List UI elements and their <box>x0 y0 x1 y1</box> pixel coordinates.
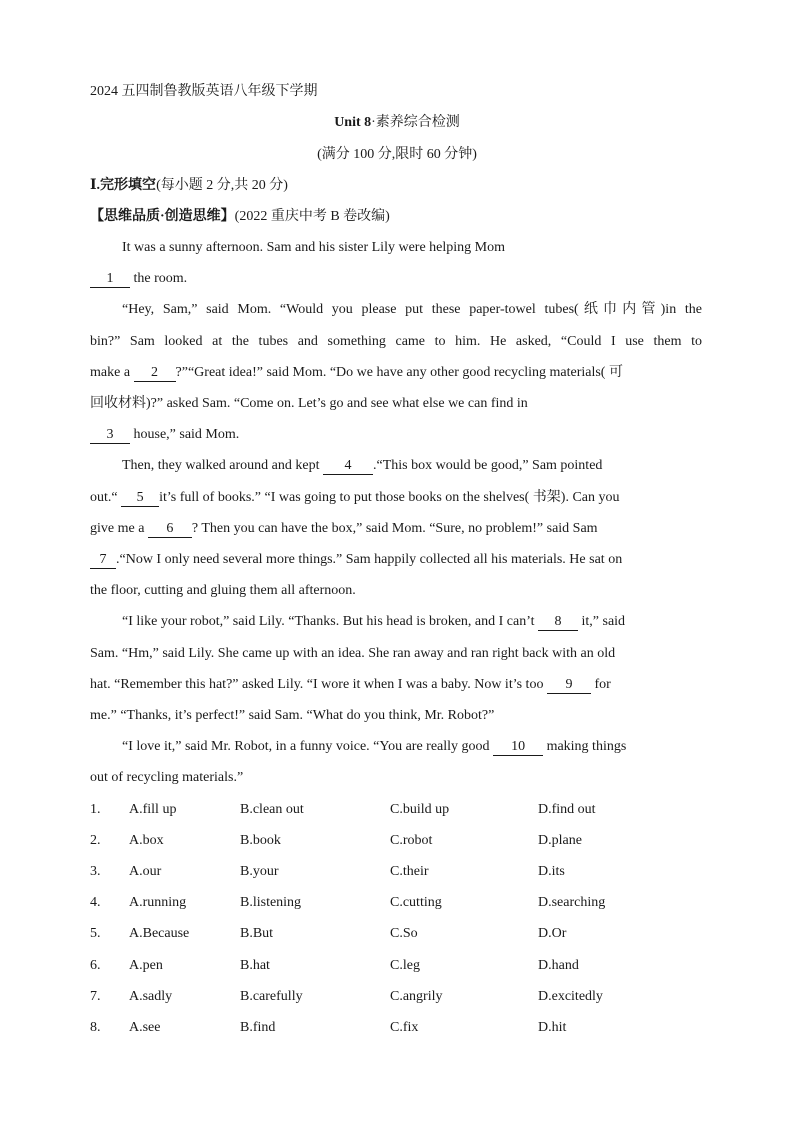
option-d: D.its <box>538 864 565 879</box>
passage-text: “I like your robot,” said Lily. “Thanks. But his head is broken, and I can’t <box>122 614 539 629</box>
question-number: 3. <box>90 864 101 879</box>
passage-line <box>90 363 702 383</box>
passage-line: out of recycling materials.” <box>90 770 244 785</box>
passage-line <box>90 425 702 445</box>
option-c: C.build up <box>390 802 450 817</box>
blank-7: 7 <box>90 551 116 569</box>
question-number: 7. <box>90 989 101 1004</box>
passage-text: make a <box>90 365 134 380</box>
option-a: A.box <box>129 833 164 848</box>
option-c: C.their <box>390 864 429 879</box>
passage-text: ?”“Great idea!” said Mom. “Do we have any other good recycling materials( 可 <box>175 365 623 380</box>
blank-3: 3 <box>90 426 130 444</box>
option-c: C.cutting <box>390 895 442 910</box>
blank-6: 6 <box>148 520 192 538</box>
option-d: D.excitedly <box>538 989 603 1004</box>
section-heading <box>90 176 288 196</box>
option-a: A.Because <box>129 926 190 941</box>
question-number: 8. <box>90 1020 101 1035</box>
passage-text: ? Then you can have the box,” said Mom. “Sure, no problem!” said Sam <box>191 521 598 536</box>
passage-text: hat. “Remember this hat?” asked Lily. “I wore it when I was a baby. Now it’s too <box>90 677 547 692</box>
blank-4: 4 <box>323 457 373 475</box>
blank-1: 1 <box>90 270 130 288</box>
source-detail: (2022 重庆中考 B 卷改编) <box>234 209 390 224</box>
exam-subtitle: (满分 100 分,限时 60 分钟) <box>317 147 477 162</box>
blank-2: 2 <box>134 364 176 382</box>
passage-line <box>90 675 702 695</box>
passage-text: out.“ <box>90 490 122 505</box>
option-row <box>90 800 710 820</box>
passage-text: the room. <box>130 271 188 286</box>
passage-line: me.” “Thanks, it’s perfect!” said Sam. “What do you think, Mr. Robot?” <box>90 708 495 723</box>
option-d: D.find out <box>538 802 596 817</box>
passage-line <box>90 612 702 632</box>
passage-line: bin?” Sam looked at the tubes and something came to him. He asked, “Could I use them to <box>90 334 702 349</box>
passage-text: it’s full of books.” “I was going to put those books on the shelves( 书架). Can you <box>159 490 620 505</box>
option-row <box>90 1018 710 1038</box>
passage-source <box>90 207 390 227</box>
passage-text: “I love it,” said Mr. Robot, in a funny voice. “You are really good <box>122 739 494 754</box>
unit-title <box>0 113 794 133</box>
passage-line <box>90 737 702 757</box>
option-d: D.searching <box>538 895 606 910</box>
option-d: D.plane <box>538 833 582 848</box>
passage-text: Then, they walked around and kept <box>122 458 323 473</box>
blank-5: 5 <box>121 489 159 507</box>
passage-line: It was a sunny afternoon. Sam and his sister Lily were helping Mom <box>122 240 505 255</box>
question-number: 4. <box>90 895 101 910</box>
passage-text: house,” said Mom. <box>130 427 240 442</box>
option-row <box>90 924 710 944</box>
option-a: A.see <box>129 1020 161 1035</box>
passage-line: 回收材料)?” asked Sam. “Come on. Let’s go and see what else we can find in <box>90 396 528 411</box>
passage-line <box>90 269 702 289</box>
option-b: B.book <box>240 833 281 848</box>
option-b: B.clean out <box>240 802 304 817</box>
option-row <box>90 831 710 851</box>
option-a: A.pen <box>129 958 163 973</box>
blank-9: 9 <box>547 676 591 694</box>
passage-line <box>90 456 702 476</box>
passage-line: “Hey, Sam,” said Mom. “Would you please put these paper-towel tubes(纸巾内管)in the <box>122 302 702 317</box>
option-b: B.find <box>240 1020 276 1035</box>
section-heading-rest: (每小题 2 分,共 20 分) <box>156 178 288 193</box>
passage-line <box>90 550 702 570</box>
source-tag: 【思维品质·创造思维】 <box>90 209 235 224</box>
option-row <box>90 862 710 882</box>
option-d: D.hit <box>538 1020 567 1035</box>
option-c: C.robot <box>390 833 433 848</box>
passage-text: give me a <box>90 521 148 536</box>
passage-line: Sam. “Hm,” said Lily. She came up with an idea. She ran away and ran right back with an old <box>90 646 616 661</box>
option-b: B.carefully <box>240 989 303 1004</box>
option-row <box>90 893 710 913</box>
option-b: B.listening <box>240 895 302 910</box>
question-number: 6. <box>90 958 101 973</box>
option-row <box>90 987 710 1007</box>
document-header: 2024 五四制鲁教版英语八年级下学期 <box>90 84 318 99</box>
option-a: A.our <box>129 864 162 879</box>
option-a: A.fill up <box>129 802 177 817</box>
unit-title-rest: ·素养综合检测 <box>371 115 460 130</box>
passage-text: making things <box>543 739 627 754</box>
option-b: B.your <box>240 864 279 879</box>
question-number: 1. <box>90 802 101 817</box>
option-row <box>90 956 710 976</box>
option-c: C.angrily <box>390 989 443 1004</box>
question-number: 5. <box>90 926 101 941</box>
option-a: A.running <box>129 895 187 910</box>
option-a: A.sadly <box>129 989 173 1004</box>
passage-text: for <box>590 677 611 692</box>
option-b: B.But <box>240 926 274 941</box>
section-heading-bold: Ⅰ.完形填空 <box>90 178 157 193</box>
unit-title-bold: Unit 8 <box>334 115 372 130</box>
blank-8: 8 <box>538 613 578 631</box>
option-b: B.hat <box>240 958 270 973</box>
option-c: C.So <box>390 926 418 941</box>
option-d: D.hand <box>538 958 579 973</box>
passage-line <box>90 488 702 508</box>
option-d: D.Or <box>538 926 567 941</box>
blank-10: 10 <box>493 738 543 756</box>
passage-text: .“This box would be good,” Sam pointed <box>373 458 603 473</box>
question-number: 2. <box>90 833 101 848</box>
passage-text: .“Now I only need several more things.” Sam happily collected all his materials. He sat on <box>116 552 623 567</box>
passage-line: the floor, cutting and gluing them all afternoon. <box>90 583 356 598</box>
passage-text: it,” said <box>578 614 626 629</box>
passage-line <box>90 519 702 539</box>
option-c: C.fix <box>390 1020 419 1035</box>
option-c: C.leg <box>390 958 420 973</box>
